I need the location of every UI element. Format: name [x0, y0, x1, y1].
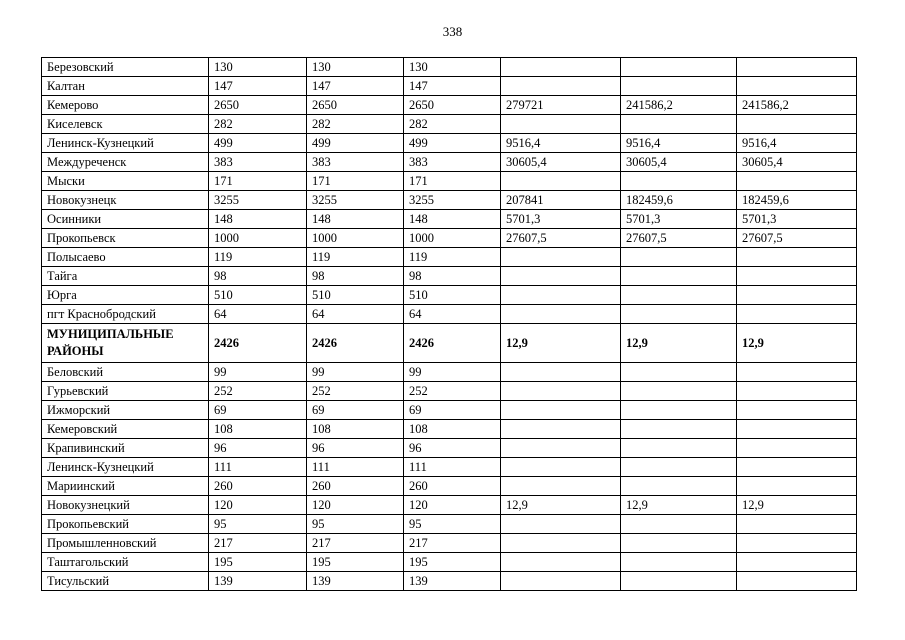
municipality-name-cell: Мыски [42, 172, 209, 191]
value-cell-2: 510 [307, 286, 404, 305]
value-cell-4 [501, 363, 621, 382]
value-cell-1: 252 [209, 382, 307, 401]
value-cell-6 [737, 115, 857, 134]
value-cell-3: 95 [404, 515, 501, 534]
value-cell-1: 69 [209, 401, 307, 420]
value-cell-1: 139 [209, 572, 307, 591]
table-row [42, 172, 857, 191]
table-row [42, 401, 857, 420]
value-cell-6: 30605,4 [737, 153, 857, 172]
value-cell-2: 195 [307, 553, 404, 572]
table-row [42, 96, 857, 115]
value-cell-1: 499 [209, 134, 307, 153]
value-cell-1: 111 [209, 458, 307, 477]
value-cell-2: 130 [307, 58, 404, 77]
value-cell-2: 119 [307, 248, 404, 267]
value-cell-4 [501, 267, 621, 286]
table-row [42, 363, 857, 382]
value-cell-2: 64 [307, 305, 404, 324]
value-cell-5 [621, 420, 737, 439]
value-cell-1: 99 [209, 363, 307, 382]
municipality-name-cell: Гурьевский [42, 382, 209, 401]
value-cell-6 [737, 248, 857, 267]
value-cell-2: 95 [307, 515, 404, 534]
table-row [42, 420, 857, 439]
municipality-name-cell: Киселевск [42, 115, 209, 134]
table-row [42, 248, 857, 267]
value-cell-3: 282 [404, 115, 501, 134]
municipality-name-cell: Прокопьевский [42, 515, 209, 534]
value-cell-4 [501, 286, 621, 305]
value-cell-3: 383 [404, 153, 501, 172]
table-row [42, 305, 857, 324]
value-cell-1: 108 [209, 420, 307, 439]
municipality-name-cell: Новокузнецк [42, 191, 209, 210]
municipality-name-cell: Мариинский [42, 477, 209, 496]
value-cell-6 [737, 553, 857, 572]
value-cell-2: 111 [307, 458, 404, 477]
value-cell-3: 260 [404, 477, 501, 496]
value-cell-5 [621, 363, 737, 382]
value-cell-5: 241586,2 [621, 96, 737, 115]
value-cell-3: 98 [404, 267, 501, 286]
value-cell-5 [621, 439, 737, 458]
value-cell-5 [621, 572, 737, 591]
table-row [42, 77, 857, 96]
table-row [42, 515, 857, 534]
value-cell-3: 3255 [404, 191, 501, 210]
value-cell-5: 12,9 [621, 324, 737, 363]
municipality-name-cell: Промышленновский [42, 534, 209, 553]
value-cell-6 [737, 267, 857, 286]
value-cell-5 [621, 267, 737, 286]
value-cell-4 [501, 115, 621, 134]
municipality-name-cell: Кемеровский [42, 420, 209, 439]
value-cell-5 [621, 382, 737, 401]
value-cell-3: 64 [404, 305, 501, 324]
value-cell-4: 9516,4 [501, 134, 621, 153]
value-cell-2: 282 [307, 115, 404, 134]
value-cell-3: 252 [404, 382, 501, 401]
value-cell-4 [501, 248, 621, 267]
municipal-data-table [41, 57, 857, 591]
value-cell-2: 260 [307, 477, 404, 496]
table-row [42, 267, 857, 286]
value-cell-4 [501, 77, 621, 96]
value-cell-4: 5701,3 [501, 210, 621, 229]
value-cell-3: 148 [404, 210, 501, 229]
municipality-name-cell: Тисульский [42, 572, 209, 591]
value-cell-4: 27607,5 [501, 229, 621, 248]
value-cell-6: 27607,5 [737, 229, 857, 248]
value-cell-6 [737, 477, 857, 496]
value-cell-4 [501, 439, 621, 458]
municipality-name-cell: Юрга [42, 286, 209, 305]
value-cell-6 [737, 515, 857, 534]
table-body [42, 58, 857, 591]
table-row [42, 229, 857, 248]
value-cell-6 [737, 401, 857, 420]
municipality-name-cell: Тайга [42, 267, 209, 286]
value-cell-3: 99 [404, 363, 501, 382]
municipality-name-cell: пгт Краснобродский [42, 305, 209, 324]
value-cell-4 [501, 58, 621, 77]
page-number: 338 [442, 24, 463, 39]
table-row [42, 286, 857, 305]
municipality-name-cell: Ленинск-Кузнецкий [42, 134, 209, 153]
value-cell-4: 12,9 [501, 324, 621, 363]
value-cell-3: 111 [404, 458, 501, 477]
value-cell-6 [737, 420, 857, 439]
value-cell-5 [621, 458, 737, 477]
municipality-name-cell: Осинники [42, 210, 209, 229]
value-cell-1: 98 [209, 267, 307, 286]
value-cell-5: 9516,4 [621, 134, 737, 153]
value-cell-3: 120 [404, 496, 501, 515]
table-row-subtotal [42, 324, 857, 363]
municipality-name-cell: Ленинск-Кузнецкий [42, 458, 209, 477]
value-cell-6: 12,9 [737, 496, 857, 515]
value-cell-3: 195 [404, 553, 501, 572]
value-cell-3: 147 [404, 77, 501, 96]
value-cell-1: 64 [209, 305, 307, 324]
value-cell-1: 195 [209, 553, 307, 572]
value-cell-2: 383 [307, 153, 404, 172]
municipality-name-cell: Крапивинский [42, 439, 209, 458]
value-cell-4: 207841 [501, 191, 621, 210]
table-row [42, 458, 857, 477]
municipality-name-cell: Беловский [42, 363, 209, 382]
value-cell-4 [501, 572, 621, 591]
value-cell-1: 95 [209, 515, 307, 534]
value-cell-6 [737, 439, 857, 458]
table-row [42, 134, 857, 153]
value-cell-1: 147 [209, 77, 307, 96]
table-row [42, 153, 857, 172]
value-cell-4 [501, 382, 621, 401]
value-cell-3: 119 [404, 248, 501, 267]
value-cell-5 [621, 248, 737, 267]
value-cell-3: 130 [404, 58, 501, 77]
table-row [42, 210, 857, 229]
value-cell-5 [621, 534, 737, 553]
value-cell-2: 171 [307, 172, 404, 191]
municipality-name-cell: Березовский [42, 58, 209, 77]
value-cell-6: 5701,3 [737, 210, 857, 229]
municipality-name-cell: Кемерово [42, 96, 209, 115]
value-cell-6 [737, 77, 857, 96]
value-cell-4 [501, 305, 621, 324]
value-cell-3: 1000 [404, 229, 501, 248]
table-row [42, 496, 857, 515]
value-cell-5 [621, 553, 737, 572]
value-cell-1: 148 [209, 210, 307, 229]
table-row [42, 553, 857, 572]
value-cell-4 [501, 515, 621, 534]
value-cell-1: 171 [209, 172, 307, 191]
value-cell-2: 99 [307, 363, 404, 382]
value-cell-6 [737, 172, 857, 191]
table-row [42, 439, 857, 458]
value-cell-5: 182459,6 [621, 191, 737, 210]
value-cell-1: 119 [209, 248, 307, 267]
value-cell-2: 120 [307, 496, 404, 515]
value-cell-1: 2426 [209, 324, 307, 363]
value-cell-1: 217 [209, 534, 307, 553]
value-cell-3: 108 [404, 420, 501, 439]
value-cell-1: 3255 [209, 191, 307, 210]
value-cell-6 [737, 363, 857, 382]
value-cell-6: 182459,6 [737, 191, 857, 210]
value-cell-5 [621, 77, 737, 96]
value-cell-1: 260 [209, 477, 307, 496]
value-cell-2: 3255 [307, 191, 404, 210]
value-cell-4 [501, 401, 621, 420]
value-cell-4 [501, 458, 621, 477]
value-cell-5 [621, 305, 737, 324]
municipality-name-cell: Новокузнецкий [42, 496, 209, 515]
municipality-name-cell: Полысаево [42, 248, 209, 267]
table-row [42, 534, 857, 553]
value-cell-4: 12,9 [501, 496, 621, 515]
value-cell-6: 12,9 [737, 324, 857, 363]
value-cell-5: 5701,3 [621, 210, 737, 229]
value-cell-6 [737, 534, 857, 553]
value-cell-1: 120 [209, 496, 307, 515]
table-row [42, 572, 857, 591]
value-cell-6 [737, 58, 857, 77]
value-cell-3: 499 [404, 134, 501, 153]
value-cell-2: 148 [307, 210, 404, 229]
value-cell-4 [501, 477, 621, 496]
value-cell-6 [737, 572, 857, 591]
value-cell-2: 147 [307, 77, 404, 96]
value-cell-2: 217 [307, 534, 404, 553]
value-cell-5: 30605,4 [621, 153, 737, 172]
value-cell-3: 69 [404, 401, 501, 420]
value-cell-4 [501, 553, 621, 572]
municipality-name-cell: Таштагольский [42, 553, 209, 572]
table-row [42, 382, 857, 401]
value-cell-5 [621, 58, 737, 77]
value-cell-2: 252 [307, 382, 404, 401]
value-cell-4 [501, 172, 621, 191]
value-cell-4 [501, 534, 621, 553]
value-cell-1: 1000 [209, 229, 307, 248]
value-cell-2: 96 [307, 439, 404, 458]
value-cell-5: 27607,5 [621, 229, 737, 248]
value-cell-2: 1000 [307, 229, 404, 248]
municipality-name-cell: Прокопьевск [42, 229, 209, 248]
value-cell-5 [621, 401, 737, 420]
value-cell-6 [737, 286, 857, 305]
value-cell-1: 383 [209, 153, 307, 172]
value-cell-2: 108 [307, 420, 404, 439]
value-cell-5 [621, 172, 737, 191]
value-cell-6 [737, 458, 857, 477]
municipality-name-cell: Калтан [42, 77, 209, 96]
value-cell-6: 241586,2 [737, 96, 857, 115]
value-cell-2: 69 [307, 401, 404, 420]
value-cell-2: 98 [307, 267, 404, 286]
value-cell-5 [621, 115, 737, 134]
value-cell-5 [621, 515, 737, 534]
value-cell-6: 9516,4 [737, 134, 857, 153]
value-cell-3: 217 [404, 534, 501, 553]
municipality-name-cell: Ижморский [42, 401, 209, 420]
value-cell-4 [501, 420, 621, 439]
table-row [42, 115, 857, 134]
value-cell-2: 2650 [307, 96, 404, 115]
value-cell-5: 12,9 [621, 496, 737, 515]
value-cell-2: 139 [307, 572, 404, 591]
value-cell-3: 2426 [404, 324, 501, 363]
value-cell-1: 282 [209, 115, 307, 134]
value-cell-1: 2650 [209, 96, 307, 115]
value-cell-2: 499 [307, 134, 404, 153]
value-cell-3: 96 [404, 439, 501, 458]
value-cell-6 [737, 382, 857, 401]
value-cell-3: 139 [404, 572, 501, 591]
value-cell-2: 2426 [307, 324, 404, 363]
value-cell-5 [621, 286, 737, 305]
value-cell-1: 510 [209, 286, 307, 305]
municipality-name-cell: Междуреченск [42, 153, 209, 172]
value-cell-4: 30605,4 [501, 153, 621, 172]
table-row [42, 191, 857, 210]
value-cell-3: 2650 [404, 96, 501, 115]
table-row [42, 477, 857, 496]
value-cell-3: 510 [404, 286, 501, 305]
value-cell-3: 171 [404, 172, 501, 191]
value-cell-1: 96 [209, 439, 307, 458]
value-cell-1: 130 [209, 58, 307, 77]
value-cell-6 [737, 305, 857, 324]
table-row [42, 58, 857, 77]
municipality-name-cell: МУНИЦИПАЛЬНЫЕ РАЙОНЫ [42, 324, 209, 363]
value-cell-4: 279721 [501, 96, 621, 115]
value-cell-5 [621, 477, 737, 496]
